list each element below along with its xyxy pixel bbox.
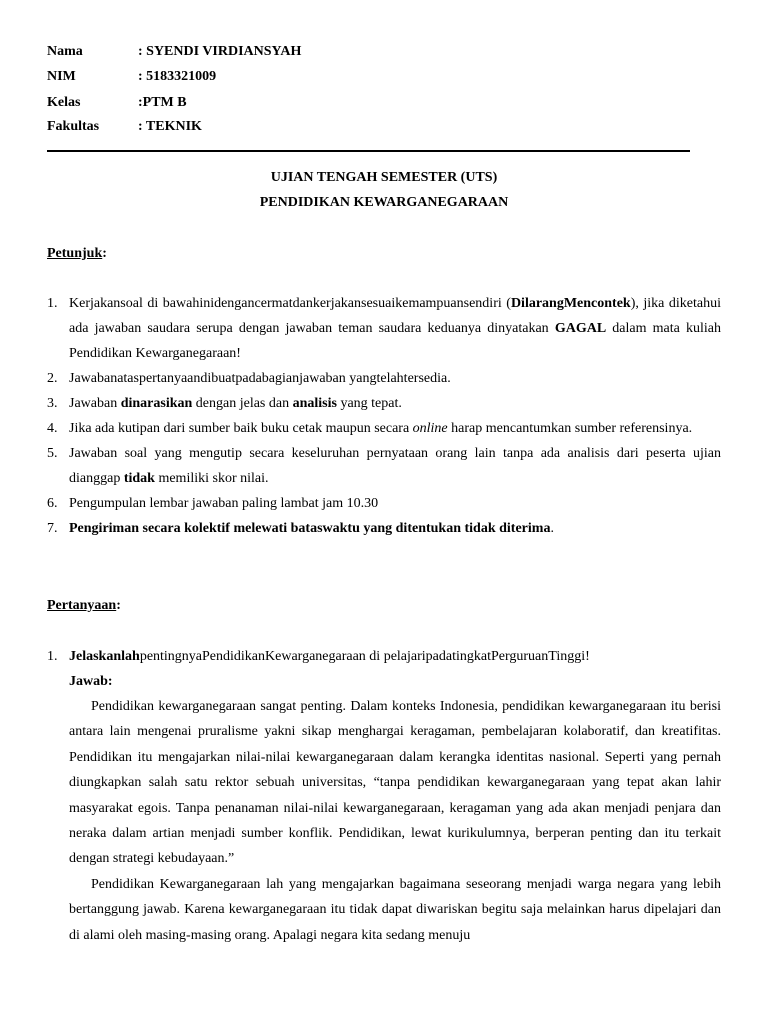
pertanyaan-heading-colon: : — [116, 598, 121, 613]
instruction-item — [47, 441, 721, 491]
instruction-text: Jawaban soal yang mengutip secara keseluruhan pernyataan orang lain tanpa ada analisis dari peserta ujian dianggap — [69, 446, 721, 486]
answer-paragraph: Pendidikan kewarganegaraan sangat penting. Dalam konteks Indonesia, pendidikan kewarganegaraan itu berisi antara lain mengenai pruralisme yakni sikap menghargai keragaman, pembelajaran kolaboratif, dan kreatifitas. Pendidikan itu mengajarkan nilai-nilai kewarganegaraan dalam kerangka identitas nasional. Seperti yang pernah diungkapkan salah satu rektor sebuah universitas, “tanpa pendidikan kewarganegaraan yang tepat akan lahir masyarakat egois. Tanpa penanaman nilai-nilai kewarganegaraan, keragaman yang ada akan menjadi penjara dan neraka dalam artian menjadi sumber konflik. Pendidikan, lewat kurikulumnya, berperan penting dan itu terkait dengan strategi kebudayaan.” — [69, 699, 721, 867]
instruction-text: dengan jelas dan — [192, 396, 293, 411]
instruction-number: 5. — [47, 446, 58, 461]
header-label: Fakultas — [47, 119, 100, 134]
instruction-text: Jika ada kutipan dari sumber baik buku cetak maupun secara — [69, 421, 413, 436]
header-label: Kelas — [47, 95, 81, 110]
instruction-number: 1. — [47, 296, 58, 311]
header-divider — [47, 150, 690, 152]
instruction-text: Jawabanataspertanyaandibuatpadabagianjawaban yangtelahtersedia. — [69, 371, 451, 386]
instruction-bold-text: tidak — [123, 471, 155, 486]
instruction-text: harap mencantumkan sumber referensinya. — [447, 421, 693, 436]
petunjuk-heading — [47, 246, 107, 262]
answer-label: Jawab: — [69, 674, 113, 689]
petunjuk-heading-text: Petunjuk — [47, 246, 103, 261]
instruction-text: Pengumpulan lembar jawaban paling lambat jam 10.30 — [69, 496, 379, 511]
pertanyaan-heading — [47, 598, 121, 614]
question-text — [47, 644, 721, 669]
header-label: Nama — [47, 44, 83, 59]
instruction-text: ), jika diketahui ada jawaban saudara serupa dengan jawaban teman saudara keduanya dinyatakan — [69, 296, 721, 336]
instruction-item — [47, 516, 721, 541]
instruction-bold-text: analisis — [292, 396, 337, 411]
instruction-text: dalam mata kuliah Pendidikan Kewarganegaraan! — [69, 321, 721, 361]
header-value: : SYENDI VIRDIANSYAH — [138, 44, 302, 59]
petunjuk-heading-colon: : — [102, 246, 107, 261]
header-value: : TEKNIK — [138, 119, 202, 134]
header-value: : 5183321009 — [138, 69, 217, 84]
instruction-bold-text: dinarasikan — [120, 396, 193, 411]
instruction-item — [47, 391, 721, 416]
exam-title: UJIAN TENGAH SEMESTER (UTS) — [270, 170, 498, 185]
instruction-text: Jawaban — [69, 396, 121, 411]
instruction-bold-text: Pengiriman secara kolektif melewati bataswaktu yang ditentukan tidak diterima — [69, 521, 551, 536]
instruction-italic-text: online — [412, 421, 448, 436]
instruction-bold-text: GAGAL — [554, 321, 607, 336]
instructions-list — [47, 291, 721, 541]
instruction-number: 7. — [47, 521, 58, 536]
instruction-text: . — [550, 521, 554, 536]
instruction-text: Kerjakansoal di bawahinidengancermatdankerjakansesuaikemampuansendiri ( — [69, 296, 511, 311]
question-1 — [47, 644, 721, 948]
question-bold-word: Jelaskanlah — [69, 649, 140, 664]
instruction-item — [47, 366, 721, 391]
instruction-item — [47, 491, 721, 516]
question-number: 1. — [47, 649, 58, 664]
header-label: NIM — [47, 69, 76, 84]
instruction-number: 4. — [47, 421, 58, 436]
instruction-item — [47, 416, 721, 441]
header-value: :PTM B — [138, 95, 187, 110]
course-title: PENDIDIKAN KEWARGANEGARAAN — [259, 195, 509, 210]
instruction-text: memiliki skor nilai. — [154, 471, 269, 486]
pertanyaan-heading-text: Pertanyaan — [47, 598, 117, 613]
instruction-item — [47, 291, 721, 366]
instruction-number: 2. — [47, 371, 58, 386]
instruction-number: 6. — [47, 496, 58, 511]
instruction-bold-text: DilarangMencontek — [510, 296, 631, 311]
question-rest: pentingnyaPendidikanKewarganegaraan di pelajaripadatingkatPerguruanTinggi! — [139, 649, 590, 664]
instruction-number: 3. — [47, 396, 58, 411]
answer-paragraph: Pendidikan Kewarganegaraan lah yang mengajarkan bagaimana seseorang menjadi warga negara yang lebih bertanggung jawab. Karena kewarganegaraan itu tidak dapat diwariskan begitu saja melainkan harus dipelajari dan di alami oleh masing-masing orang. Apalagi negara kita sedang menuju — [69, 876, 721, 943]
instruction-text: yang tepat. — [336, 396, 402, 411]
